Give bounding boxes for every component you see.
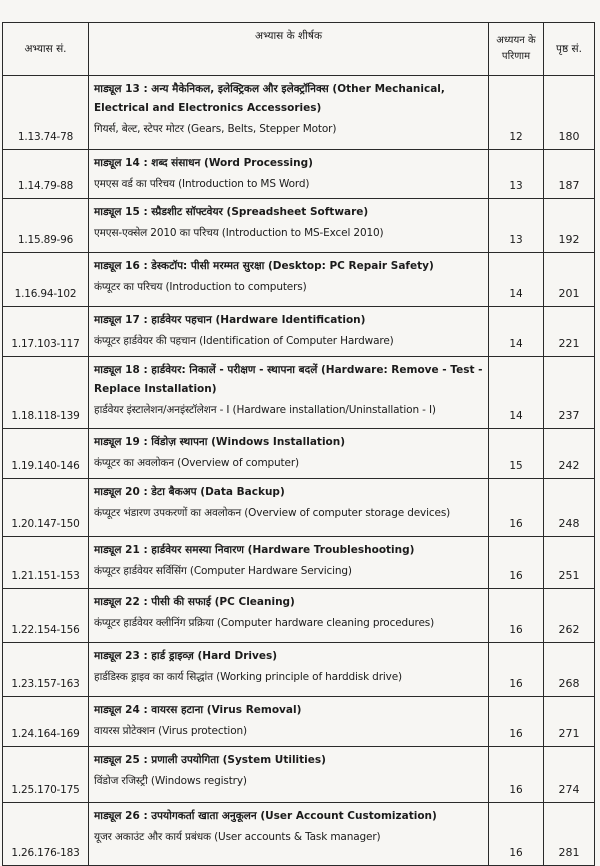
module-heading: माड्यूल 24 : वायरस हटाना (Virus Removal) — [94, 704, 302, 716]
module-heading: माड्यूल 17 : हार्डवेयर पहचान (Hardware Identification) — [94, 314, 366, 326]
page-number: 271 — [544, 697, 595, 747]
page-number: 180 — [544, 76, 595, 150]
page-number: 221 — [544, 307, 595, 357]
learning-outcome: 16 — [489, 697, 544, 747]
page-number: 268 — [544, 643, 595, 697]
learning-outcome: 14 — [489, 357, 544, 429]
table-row — [3, 150, 595, 199]
module-heading: माड्यूल 22 : पीसी की सफाई (PC Cleaning) — [94, 596, 295, 608]
exercise-number: 1.23.157-163 — [3, 643, 89, 697]
learning-outcome: 16 — [489, 643, 544, 697]
header-exercise-title: अभ्यास के शीर्षक — [89, 23, 489, 76]
learning-outcome: 12 — [489, 76, 544, 150]
exercise-number: 1.20.147-150 — [3, 479, 89, 537]
table-row — [3, 307, 595, 357]
exercise-number: 1.19.140-146 — [3, 429, 89, 479]
module-heading: माड्यूल 18 : हार्डवेयर: निकालें - परीक्षण - स्थापना बदलें (Hardware: Remove - Test - Replace Installation) — [94, 364, 483, 395]
exercise-number: 1.15.89-96 — [3, 199, 89, 253]
table-row — [3, 537, 595, 589]
page-number: 274 — [544, 747, 595, 803]
page-number: 201 — [544, 253, 595, 307]
learning-outcome: 14 — [489, 253, 544, 307]
page-number: 237 — [544, 357, 595, 429]
page-number: 251 — [544, 537, 595, 589]
exercise-topic: कंप्यूटर हार्डवेयर सर्विसिंग (Computer Hardware Servicing) — [94, 565, 352, 577]
module-cell — [89, 697, 489, 747]
module-heading: माड्यूल 25 : प्रणाली उपयोगिता (System Utilities) — [94, 754, 326, 766]
learning-outcome: 16 — [489, 479, 544, 537]
table-row — [3, 253, 595, 307]
module-heading: माड्यूल 21 : हार्डवेयर समस्या निवारण (Hardware Troubleshooting) — [94, 544, 415, 556]
table-row — [3, 697, 595, 747]
learning-outcome: 13 — [489, 199, 544, 253]
exercise-topic: हार्डवेयर इंस्टालेशन/अनइंस्टॉलेशन - I (Hardware installation/Uninstallation - I) — [94, 404, 436, 416]
module-heading: माड्यूल 19 : विंडोज़ स्थापना (Windows Installation) — [94, 436, 346, 448]
module-heading: माड्यूल 23 : हार्ड ड्राइव्ज़ (Hard Drives) — [94, 650, 278, 662]
table-row — [3, 76, 595, 150]
exercise-number: 1.21.151-153 — [3, 537, 89, 589]
exercise-topic: विंडोज रजिस्ट्री (Windows registry) — [94, 775, 247, 787]
exercise-number: 1.14.79-88 — [3, 150, 89, 199]
table-row — [3, 429, 595, 479]
exercise-topic: गियर्स, बेल्ट, स्टेपर मोटर (Gears, Belts, Stepper Motor) — [94, 123, 337, 135]
exercise-topic: हार्डडिस्क ड्राइव का कार्य सिद्धांत (Working principle of harddisk drive) — [94, 671, 402, 683]
page-number: 192 — [544, 199, 595, 253]
exercise-topic: एमएस वर्ड का परिचय (Introduction to MS Word) — [94, 178, 310, 190]
page-number: 262 — [544, 589, 595, 643]
exercise-topic: एमएस-एक्सेल 2010 का परिचय (Introduction to MS-Excel 2010) — [94, 227, 384, 239]
learning-outcome: 16 — [489, 747, 544, 803]
table-row — [3, 747, 595, 803]
learning-outcome: 14 — [489, 307, 544, 357]
module-heading: माड्यूल 15 : स्प्रैडशीट सॉफ्टवेयर (Spreadsheet Software) — [94, 206, 369, 218]
table-row — [3, 357, 595, 429]
module-cell — [89, 747, 489, 803]
exercise-topic: कंप्यूटर का परिचय (Introduction to computers) — [94, 281, 307, 293]
module-cell — [89, 307, 489, 357]
module-cell — [89, 429, 489, 479]
exercise-topic: कंप्यूटर का अवलोकन (Overview of computer) — [94, 457, 299, 469]
table-body — [3, 76, 595, 866]
exercise-number: 1.13.74-78 — [3, 76, 89, 150]
learning-outcome: 13 — [489, 150, 544, 199]
learning-outcome: 16 — [489, 589, 544, 643]
learning-outcome: 16 — [489, 537, 544, 589]
module-heading: माड्यूल 20 : डेटा बैकअप (Data Backup) — [94, 486, 285, 498]
table-row — [3, 479, 595, 537]
header-page-no: पृष्ठ सं. — [544, 23, 595, 76]
module-heading: माड्यूल 14 : शब्द संसाधन (Word Processing) — [94, 157, 313, 169]
page-number: 187 — [544, 150, 595, 199]
table-row — [3, 589, 595, 643]
page-number: 281 — [544, 803, 595, 866]
module-heading: माड्यूल 13 : अन्य मैकेनिकल, इलेक्ट्रिकल और इलेक्ट्रॉनिक्स (Other Mechanical, Electrical and Electronics Accessories) — [94, 83, 445, 114]
exercise-number: 1.22.154-156 — [3, 589, 89, 643]
module-cell — [89, 357, 489, 429]
table-row — [3, 643, 595, 697]
module-cell — [89, 803, 489, 866]
exercise-topic: कंप्यूटर हार्डवेयर क्लीनिंग प्रक्रिया (Computer hardware cleaning procedures) — [94, 617, 435, 629]
table-header-row — [3, 23, 595, 76]
exercise-number: 1.24.164-169 — [3, 697, 89, 747]
contents-table — [2, 22, 595, 866]
exercise-number: 1.16.94-102 — [3, 253, 89, 307]
module-cell — [89, 537, 489, 589]
module-cell — [89, 150, 489, 199]
module-cell — [89, 589, 489, 643]
learning-outcome: 16 — [489, 803, 544, 866]
module-cell — [89, 76, 489, 150]
module-cell — [89, 479, 489, 537]
exercise-number: 1.17.103-117 — [3, 307, 89, 357]
page-number: 242 — [544, 429, 595, 479]
exercise-number: 1.25.170-175 — [3, 747, 89, 803]
exercise-topic: यूजर अकाउंट और कार्य प्रबंधक (User accounts & Task manager) — [94, 831, 381, 843]
exercise-number: 1.26.176-183 — [3, 803, 89, 866]
exercise-topic: वायरस प्रोटेक्शन (Virus protection) — [94, 725, 247, 737]
header-exercise-no: अभ्यास सं. — [3, 23, 89, 76]
exercise-number: 1.18.118-139 — [3, 357, 89, 429]
table-row — [3, 803, 595, 866]
header-learning-outcomes: अध्ययन के परिणाम — [489, 23, 544, 76]
module-heading: माड्यूल 16 : डेस्कटॉप: पीसी मरम्मत सुरक्षा (Desktop: PC Repair Safety) — [94, 260, 434, 272]
module-cell — [89, 643, 489, 697]
module-heading: माड्यूल 26 : उपयोगकर्ता खाता अनुकूलन (User Account Customization) — [94, 810, 437, 822]
module-cell — [89, 253, 489, 307]
exercise-topic: कंप्यूटर हार्डवेयर की पहचान (Identification of Computer Hardware) — [94, 335, 394, 347]
exercise-topic: कंप्यूटर भंडारण उपकरणों का अवलोकन (Overview of computer storage devices) — [94, 507, 451, 519]
learning-outcome: 15 — [489, 429, 544, 479]
page-number: 248 — [544, 479, 595, 537]
module-cell — [89, 199, 489, 253]
table-row — [3, 199, 595, 253]
